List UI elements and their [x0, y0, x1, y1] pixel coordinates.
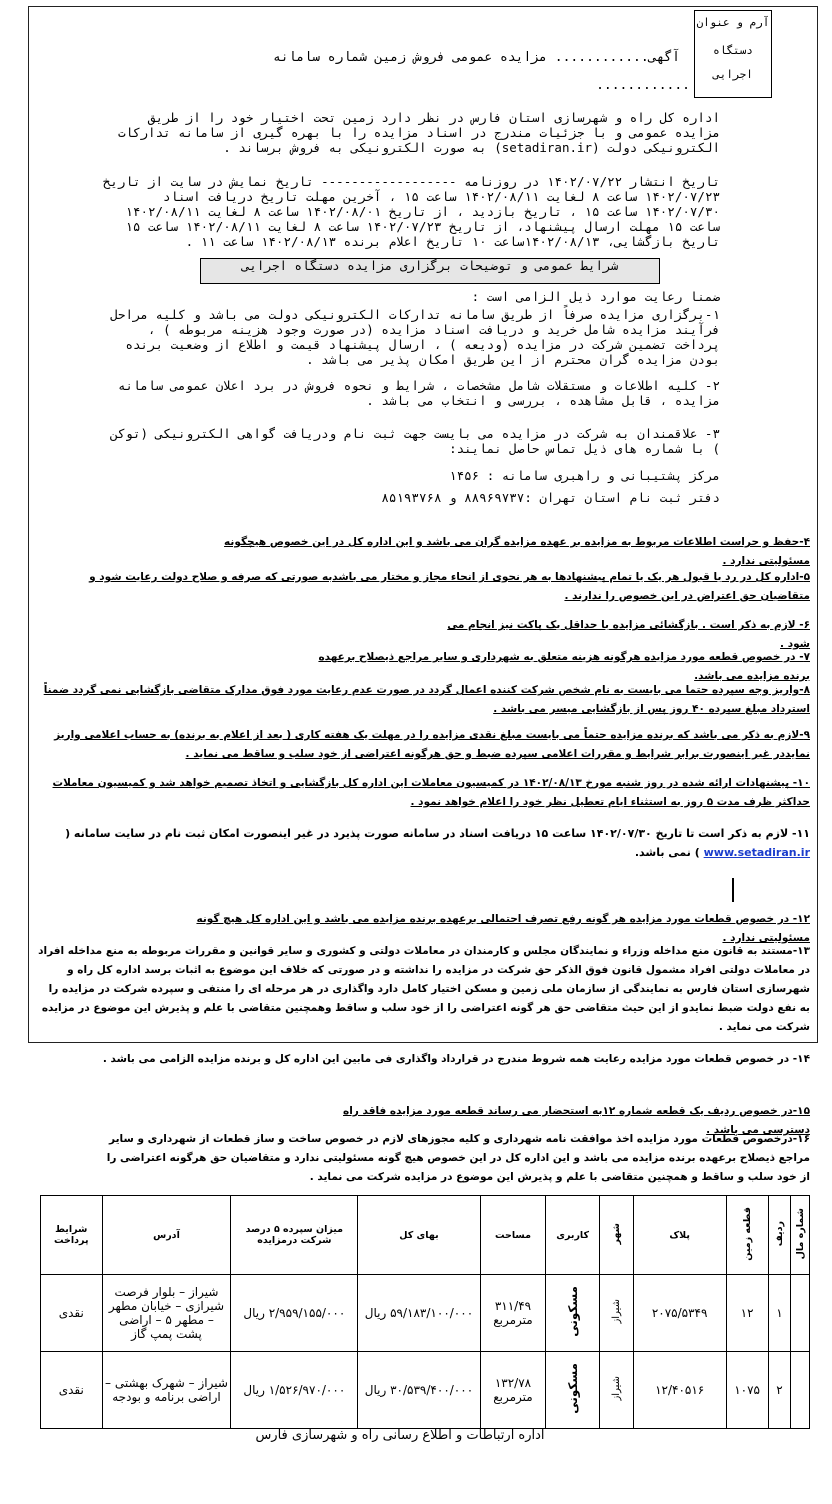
cell-payment: نقدی	[41, 1352, 103, 1429]
header-area: مساحت	[480, 1196, 545, 1275]
intro-paragraph: اداره کل راه و شهرسازی استان فارس در نظر دارد زمین تحت اختیار خود را از طریق مزایده عمومی و با جزئیات مندرج در اسناد مزایده را با بهره گیری از سامانه تدارکات الکترونیکی دولت (setadiran.ir) به صورت الکترونیکی به فروش برساند .	[117, 110, 720, 155]
table-row	[41, 1275, 810, 1352]
logo-line: اجرایی	[713, 68, 753, 81]
header-address: آدرس	[102, 1196, 231, 1275]
cell-row: ۱	[768, 1275, 791, 1352]
cell-total: ۵۹/۱۸۳/۱۰۰/۰۰۰ ریال	[358, 1275, 481, 1352]
condition-item: ۸-واریز وجه سپرده حتما می بایست به نام شخص شرکت کننده اعمال گردد در صورت عدم رعایت مورد فوق مدارک متقاضی بازگشایی نمی گردد ضمناً استرداد مبلغ سپرده ۴۰ روز پس از بازگشایی میسر می باشد .	[43, 684, 810, 715]
cell-city: شیراز	[600, 1352, 634, 1429]
cursor-mark	[732, 878, 734, 902]
header-use: کاربری	[546, 1196, 600, 1275]
table-header-row	[41, 1196, 810, 1275]
cell-address: شیراز – بلوار فرصت شیرازی – خیابان مطهر – مطهر ۵ – اراضی پشت پمپ گاز	[102, 1275, 231, 1352]
cell-parcel: ۱۲	[726, 1275, 768, 1352]
header-deposit: میزان سپرده ۵ درصد شرکت درمزایده	[231, 1196, 358, 1275]
condition-item-11	[36, 824, 810, 862]
header-parcel: قطعه زمین	[726, 1196, 768, 1275]
cell-plaque: ۲۰۷۵/۵۳۴۹	[633, 1275, 726, 1352]
section-title: شرایط عمومی و توضیحات برگزاری مزایده دستگاه اجرایی	[200, 258, 660, 284]
condition-item: ۱۰- پیشنهادات ارائه شده در روز شنبه مورخ ۱۴۰۲/۰۸/۱۳ در کمیسیون معاملات این اداره کل بازگشایی و اتخاذ تصمیم خواهد شد و کمیسیون معاملات حداکثر ظرف مدت ۵ روز به استثناء ایام تعطیل نظر خود را اعلام خواهد نمود .	[52, 777, 810, 808]
cell-row: ۲	[768, 1352, 791, 1429]
condition-item: ۱۲- در خصوص قطعات مورد مزایده هر گونه رفع تصرف احتمالی برعهده برنده مزایده می باشد و این اداره کل هیچ گونه مسئولیتی ندارد .	[196, 913, 810, 944]
cell-deposit: ۲/۹۵۹/۱۵۵/۰۰۰ ریال	[231, 1275, 358, 1352]
item11-text: ۱۱- لازم به ذکر است تا تاریخ ۱۴۰۲/۰۷/۳۰ ساعت ۱۵ دریافت اسناد در سامانه صورت پذیرد در غیر اینصورت امکان ثبت نام در سایت سامانه (	[65, 827, 810, 840]
parcels-table	[40, 1195, 810, 1429]
notice-title-continued: ............	[596, 78, 690, 93]
cell-code	[791, 1275, 810, 1352]
cell-address: شیراز – شهرک بهشتی – اراضی برنامه و بودجه	[102, 1352, 231, 1429]
cell-use: مسکونی	[546, 1275, 600, 1352]
cell-use: مسکونی	[546, 1352, 600, 1429]
header-asset-number: شماره مال	[791, 1196, 810, 1275]
cell-code	[791, 1352, 810, 1429]
footer-credit: اداره ارتباطات و اطلاع رسانی راه و شهرسازی فارس	[255, 1428, 545, 1443]
logo-placeholder-box	[694, 10, 772, 98]
header-row-number: ردیف	[768, 1196, 791, 1275]
cell-payment: نقدی	[41, 1275, 103, 1352]
requirements-note: ضمنا رعایت موارد ذیل الزامی است :	[471, 289, 720, 304]
header-city: شهر	[600, 1196, 634, 1275]
cell-parcel: ۱۰۷۵	[726, 1352, 768, 1429]
condition-item: ۲- کلیه اطلاعات و مستقلات شامل مشخصات ، شرایط و نحوه فروش در برد اعلان عمومی سامانه مزایده ، قابل مشاهده ، بررسی و انتخاب می باشد .	[117, 378, 720, 408]
item11-tail: ) نمی باشد.	[634, 846, 700, 859]
condition-item: ۱۴- در خصوص قطعات مورد مزایده رعایت همه شروط مندرج در قرارداد واگذاری فی مابین این اداره کل و برنده مزایده الزامی می باشد .	[102, 1053, 810, 1065]
condition-item: ۱۵-در خصوص ردیف یک قطعه شماره ۱۲به استحضار می رساند قطعه مورد مزایده فاقد راه دسترسی می باشد .	[343, 1105, 810, 1136]
notice-frame	[28, 6, 818, 1043]
logo-line: آرم و عنوان	[696, 16, 770, 29]
notice-title: آگهی............ مزایده عمومی فروش زمین شماره سامانه	[273, 50, 680, 65]
tehran-office: دفتر ثبت نام استان تهران :۸۸۹۶۹۷۳۷ و ۸۵۱۹۳۷۶۸	[381, 490, 720, 505]
cell-deposit: ۱/۵۲۶/۹۷۰/۰۰۰ ریال	[231, 1352, 358, 1429]
condition-item: ۱۳-مستند به قانون منع مداخله وزراء و نمایندگان مجلس و کارمندان در معاملات دولتی و کشوری و سایر قوانین و مقررات مربوطه به منع مداخله افراد در معاملات دولتی افراد مشمول قانون فوق الذکر حق شرکت در مزایده را نداشته و در صورتی که خلاف این موضوع به اثبات برسد اداره کل راه و شهرسازی استان فارس به نمایندگی از سازمان ملی زمین و مسکن اختیار کامل دارد واگذاری در هر مرحله ای را منتفی و سپرده شرکت در مزایده را به نفع دولت ضبط نمایدو از این حیث متقاضی حق هر گونه اعتراضی را از خود سلب و ساقط وهمچنین متقاضی با علم و پذیرش این موضوع در مزایده شرکت می نماید .	[38, 945, 810, 1033]
cell-city: شیراز	[600, 1275, 634, 1352]
condition-item: ۶- لازم به ذکر است . بازگشائی مزایده با حداقل یک پاکت نیز انجام می شود .	[447, 619, 810, 650]
cell-plaque: ۱۲/۴۰۵۱۶	[633, 1352, 726, 1429]
condition-item: ۵-اداره کل در رد یا قبول هر یک یا تمام پیشنهادها به هر نحوی از انحاء مجاز و مختار می باشدبه صورتی که صرفه و صلاح دولت رعایت شود و متقاضیان حق اعتراض در این خصوص را ندارند .	[89, 571, 810, 602]
header-payment: شرایط پرداخت	[41, 1196, 103, 1275]
logo-line: دستگاه	[713, 44, 753, 57]
table-row	[41, 1352, 810, 1429]
condition-item: ۹-لازم به ذکر می باشد که برنده مزایده حتماً می بایست مبلغ نقدی مزایده را در مهلت یک هفته کاری ( بعد از اعلام به برنده) به حساب اعلامی واریز نمایددر غیر اینصورت برابر شرایط و مقررات اعلامی سپرده ضبط و حق هرگونه اعتراضی از خود سلب و ساقط می نماید .	[54, 729, 810, 760]
condition-item: ۳- علاقمندان به شرکت در مزایده می بایست جهت ثبت نام ودریافت گواهی الکترونیکی (توکن ) با شماره های ذیل تماس حاصل نمایند:	[110, 426, 720, 456]
cell-total: ۳۰/۵۳۹/۴۰۰/۰۰۰ ریال	[358, 1352, 481, 1429]
dates-paragraph: تاریخ انتشار ۱۴۰۲/۰۷/۲۲ در روزنامه ------------------ تاریخ نمایش در سایت از تاریخ ۱۴۰۲/۰۷/۲۳ ساعت ۸ لغایت ۱۴۰۲/۰۸/۱۱ ساعت ۱۵ ، آخرین مهلت تاریخ دریافت اسناد ۱۴۰۲/۰۷/۳۰ ساعت ۱۵ ، تاریخ بازدید ، از تاریخ ۱۴۰۲/۰۸/۰۱ ساعت ۸ لغایت ۱۴۰۲/۰۸/۱۱ ساعت ۱۵ مهلت ارسال پیشنهاد، از تاریخ ۱۴۰۲/۰۷/۲۳ ساعت ۸ لغایت ۱۴۰۲/۰۸/۱۱ ساعت ۱۵ تاریخ بازگشایی، ۱۴۰۲/۰۸/۱۳ساعت ۱۰ تاریخ اعلام برنده ۱۴۰۲/۰۸/۱۳ ساعت ۱۱ .	[102, 174, 720, 249]
setadiran-link[interactable]: www.setadiran.ir	[703, 846, 810, 859]
condition-item: ۱۶-درخصوص قطعات مورد مزایده اخذ موافقت نامه شهرداری و کلیه مجوزهای لازم در خصوص ساخت و ساز قطعات از شهرداری و سایر مراجع ذیصلاح برعهده برنده مزایده می باشد و این اداره کل در این خصوص هیچ گونه مسئولیتی ندارد و متقاضیان حق هرگونه اعتراضی را از خود سلب و ساقط و همچنین متقاضی با علم و پذیرش این موضوع در مزایده شرکت می نماید .	[106, 1133, 810, 1183]
condition-item: ۷- در خصوص قطعه مورد مزایده هرگونه هزینه متعلق به شهرداری و سایر مراجع ذیصلاح برعهده برنده مزایده می باشد.	[318, 651, 810, 682]
cell-area: ۱۳۲/۷۸ مترمربع	[480, 1352, 545, 1429]
support-center: مرکز پشتیبانی و راهبری سامانه : ۱۴۵۶	[449, 468, 720, 483]
header-total: بهای کل	[358, 1196, 481, 1275]
cell-area: ۳۱۱/۴۹ مترمربع	[480, 1275, 545, 1352]
condition-item: ۱-برگزاری مزایده صرفاً از طریق سامانه تدارکات الکترونیکی دولت می باشد و کلیه مراحل فرآیند مزایده شامل خرید و دریافت اسناد مزایده (در صورت وجود هزینه مربوطه ) ، پرداخت تضمین شرکت در مزایده (ودیعه ) ، ارسال پیشنهاد قیمت و اطلاع از وضعیت برنده بودن مزایده گران محترم از این طریق امکان پذیر می باشد .	[110, 307, 720, 367]
condition-item: ۴-حفظ و حراست اطلاعات مربوط به مزایده بر عهده مزایده گران می باشد و این اداره کل در این خصوص هیچگونه مسئولیتی ندارد .	[224, 536, 810, 567]
header-plaque: پلاک	[633, 1196, 726, 1275]
